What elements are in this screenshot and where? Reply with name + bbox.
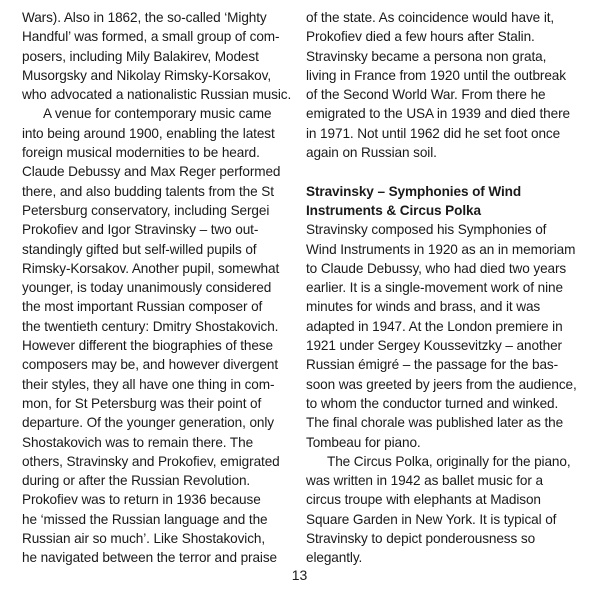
text-line: Claude Debussy and Max Reger performed [22,164,281,180]
text-line: Stravinsky composed his Symphonies of [306,222,547,238]
text-line: Prokofiev died a few hours after Stalin. [306,29,535,45]
text-line: the most important Russian composer of [22,299,263,315]
text-line: who advocated a nationalistic Russian music. [22,87,292,103]
text-line: younger, is today unanimously considered [22,280,272,296]
text-line: Shostakovich was to remain there. The [22,434,254,450]
text-line: Handful’ was formed, a small group of com- [22,29,280,45]
text-line: standingly gifted but self-willed pupils of [22,241,257,257]
text-line: the twentieth century: Dmitry Shostakovich. [22,318,279,334]
page-number: 13 [291,567,308,583]
section-heading: Instruments & Circus Polka [306,202,481,218]
text-line: Prokofiev and Igor Stravinsky – two out- [22,222,259,238]
text-line: elegantly. [306,550,363,566]
text-line: living in France from 1920 until the outbreak [306,67,566,83]
text-line: Tombeau for piano. [306,434,421,450]
text-line: posers, including Mily Balakirev, Modest [22,48,259,64]
text-line: he ‘missed the Russian language and the [22,511,268,527]
text-line: 1921 under Sergey Koussevitzky – another [306,338,562,354]
text-line: others, Stravinsky and Prokofiev, emigrated [22,453,280,469]
text-line: Petersburg conservatory, including Sergei [22,202,270,218]
text-line: soon was greeted by jeers from the audience, [306,376,577,392]
text-line: Prokofiev was to return in 1936 because [22,492,261,508]
text-line: of the Second World War. From there he [306,87,546,103]
text-line: circus troupe with elephants at Madison [306,492,541,508]
text-line: emigrated to the USA in 1939 and died there [306,106,570,122]
text-line: Musorgsky and Nikolay Rimsky-Korsakov, [22,67,272,83]
text-line: Wind Instruments in 1920 as an in memoriam [306,241,576,257]
text-line: minutes for winds and brass, and it was [306,299,541,315]
right-text-column [306,8,576,568]
text-line: there, and also budding talents from the St [22,183,274,199]
text-line: Stravinsky became a persona non grata, [306,48,547,64]
text-line: Wars). Also in 1862, the so-called ‘Mighty [22,10,267,25]
text-line: Square Garden in New York. It is typical of [306,511,557,527]
text-line: in 1971. Not until 1962 did he set foot once [306,125,561,141]
section-heading: Stravinsky – Symphonies of Wind [306,183,522,199]
text-line: Russian air so much’. Like Shostakovich, [22,531,266,547]
text-line: A venue for contemporary music came [43,106,272,122]
text-line: The Circus Polka, originally for the piano, [327,453,571,469]
text-line: during or after the Russian Revolution. [22,473,251,489]
text-line: to whom the conductor turned and winked. [306,395,559,411]
text-line: of the state. As coincidence would have it, [306,10,555,25]
text-line: Stravinsky to depict ponderousness so [306,531,536,547]
text-line: The final chorale was published later as the [306,415,564,431]
left-text-column [22,8,292,568]
text-line: Russian émigré – the passage for the bas- [306,357,559,373]
text-line: foreign musical modernities to be heard. [22,145,260,161]
text-line: composers may be, and however divergent [22,357,279,373]
text-line: he navigated between the terror and praise [22,550,278,566]
text-line: earlier. It is a single-movement work of nine [306,280,563,296]
text-line: departure. Of the younger generation, only [22,415,274,431]
text-line: again on Russian soil. [306,145,437,161]
text-line: Rimsky-Korsakov. Another pupil, somewhat [22,260,280,276]
text-line: into being around 1900, enabling the latest [22,125,275,141]
text-line: their styles, they all have one thing in com- [22,376,275,392]
text-line: to Claude Debussy, who had died two years [306,260,567,276]
text-line: However different the biographies of these [22,338,273,354]
paragraph-gap [306,162,576,181]
text-line: was written in 1942 as ballet music for a [306,473,543,489]
text-line: mon, for St Petersburg was their point of [22,395,262,411]
text-line: adapted in 1947. At the London premiere in [306,318,563,334]
